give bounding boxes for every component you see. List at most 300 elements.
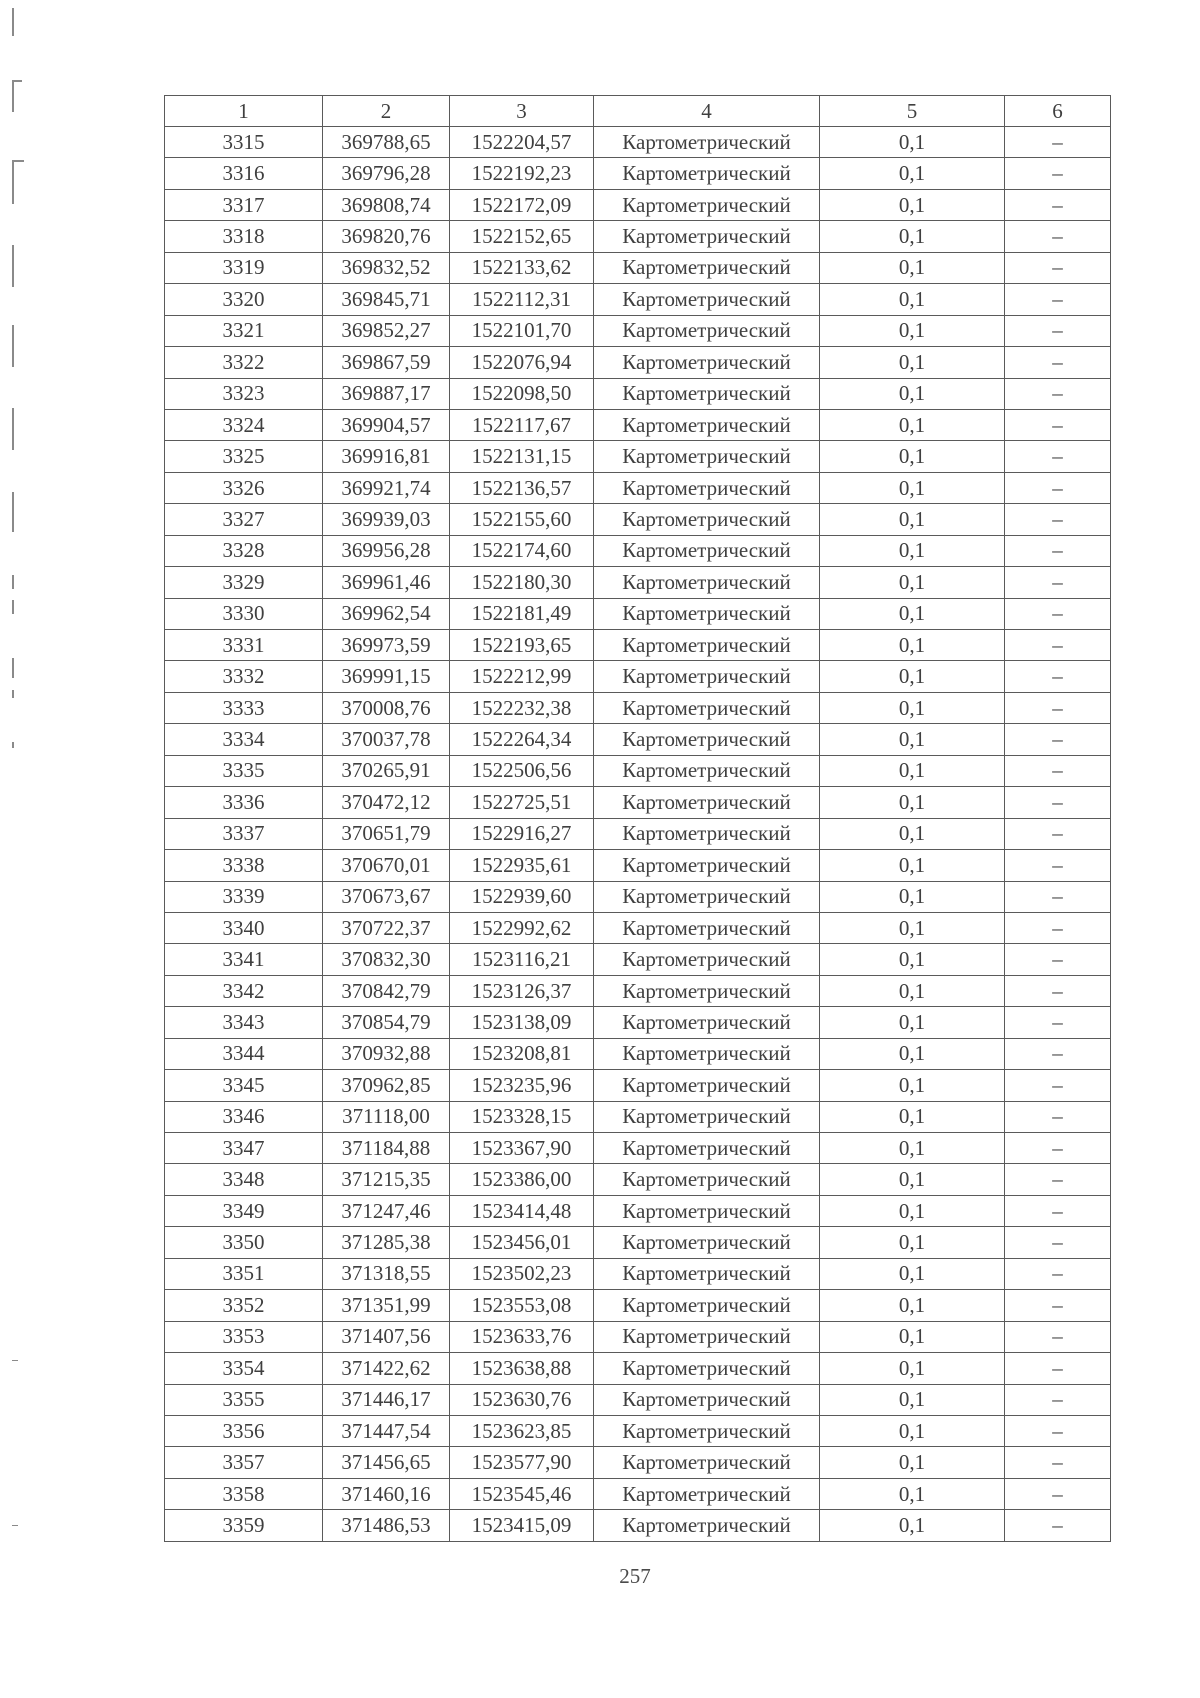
description-cell: – [1005,221,1111,252]
description-cell: – [1005,1227,1111,1258]
description-cell: – [1005,1101,1111,1132]
y-coordinate-cell: 1522117,67 [450,409,594,440]
accuracy-cell: 0,1 [820,535,1005,566]
point-number-cell: 3316 [165,158,323,189]
method-cell: Картометрический [594,1164,820,1195]
method-cell: Картометрический [594,598,820,629]
accuracy-cell: 0,1 [820,315,1005,346]
accuracy-cell: 0,1 [820,975,1005,1006]
point-number-cell: 3339 [165,881,323,912]
accuracy-cell: 0,1 [820,1195,1005,1226]
table-row [165,692,1111,723]
accuracy-cell: 0,1 [820,850,1005,881]
description-cell: – [1005,1478,1111,1509]
x-coordinate-cell: 369904,57 [323,409,450,440]
y-coordinate-cell: 1523415,09 [450,1510,594,1541]
y-coordinate-cell: 1522174,60 [450,535,594,566]
table-row [165,1510,1111,1541]
table-row [165,472,1111,503]
point-number-cell: 3342 [165,975,323,1006]
accuracy-cell: 0,1 [820,567,1005,598]
point-number-cell: 3349 [165,1195,323,1226]
accuracy-cell: 0,1 [820,158,1005,189]
table-row [165,787,1111,818]
y-coordinate-cell: 1522506,56 [450,755,594,786]
method-cell: Картометрический [594,1415,820,1446]
table-row [165,1101,1111,1132]
scan-artifact [12,600,14,614]
x-coordinate-cell: 369808,74 [323,189,450,220]
y-coordinate-cell: 1522155,60 [450,504,594,535]
table-row [165,1447,1111,1478]
accuracy-cell: 0,1 [820,787,1005,818]
point-number-cell: 3359 [165,1510,323,1541]
description-cell: – [1005,409,1111,440]
method-cell: Картометрический [594,1195,820,1226]
table-row [165,818,1111,849]
method-cell: Картометрический [594,850,820,881]
x-coordinate-cell: 370651,79 [323,818,450,849]
point-number-cell: 3325 [165,441,323,472]
method-cell: Картометрический [594,692,820,723]
accuracy-cell: 0,1 [820,409,1005,440]
y-coordinate-cell: 1523577,90 [450,1447,594,1478]
method-cell: Картометрический [594,1384,820,1415]
x-coordinate-cell: 371460,16 [323,1478,450,1509]
x-coordinate-cell: 371285,38 [323,1227,450,1258]
table-row [165,315,1111,346]
point-number-cell: 3345 [165,1070,323,1101]
method-cell: Картометрический [594,221,820,252]
x-coordinate-cell: 369867,59 [323,347,450,378]
table-row [165,1070,1111,1101]
table-row [165,850,1111,881]
method-cell: Картометрический [594,1227,820,1258]
point-number-cell: 3344 [165,1038,323,1069]
table-row [165,1353,1111,1384]
y-coordinate-cell: 1523138,09 [450,1007,594,1038]
method-cell: Картометрический [594,818,820,849]
x-coordinate-cell: 370265,91 [323,755,450,786]
y-coordinate-cell: 1522939,60 [450,881,594,912]
x-coordinate-cell: 371215,35 [323,1164,450,1195]
method-cell: Картометрический [594,1133,820,1164]
table-row [165,1478,1111,1509]
y-coordinate-cell: 1522131,15 [450,441,594,472]
y-coordinate-cell: 1522076,94 [450,347,594,378]
x-coordinate-cell: 370472,12 [323,787,450,818]
x-coordinate-cell: 370673,67 [323,881,450,912]
description-cell: – [1005,472,1111,503]
y-coordinate-cell: 1522916,27 [450,818,594,849]
description-cell: – [1005,1415,1111,1446]
accuracy-cell: 0,1 [820,1038,1005,1069]
scan-artifact [12,492,14,532]
method-cell: Картометрический [594,1478,820,1509]
y-coordinate-cell: 1522193,65 [450,630,594,661]
x-coordinate-cell: 369962,54 [323,598,450,629]
accuracy-cell: 0,1 [820,692,1005,723]
table-row [165,441,1111,472]
scan-artifact [12,325,14,367]
method-cell: Картометрический [594,567,820,598]
point-number-cell: 3331 [165,630,323,661]
scan-artifact [12,80,14,112]
x-coordinate-cell: 371456,65 [323,1447,450,1478]
accuracy-cell: 0,1 [820,881,1005,912]
accuracy-cell: 0,1 [820,504,1005,535]
table-row [165,567,1111,598]
table-row [165,630,1111,661]
description-cell: – [1005,724,1111,755]
description-cell: – [1005,1384,1111,1415]
description-cell: – [1005,1447,1111,1478]
accuracy-cell: 0,1 [820,630,1005,661]
y-coordinate-cell: 1522172,09 [450,189,594,220]
method-cell: Картометрический [594,504,820,535]
y-coordinate-cell: 1522098,50 [450,378,594,409]
table-header-row [165,96,1111,127]
y-coordinate-cell: 1523553,08 [450,1290,594,1321]
x-coordinate-cell: 371118,00 [323,1101,450,1132]
method-cell: Картометрический [594,472,820,503]
column-header: 6 [1005,96,1111,127]
x-coordinate-cell: 370670,01 [323,850,450,881]
y-coordinate-cell: 1522935,61 [450,850,594,881]
x-coordinate-cell: 370008,76 [323,692,450,723]
y-coordinate-cell: 1522181,49 [450,598,594,629]
accuracy-cell: 0,1 [820,1510,1005,1541]
point-number-cell: 3352 [165,1290,323,1321]
point-number-cell: 3354 [165,1353,323,1384]
description-cell: – [1005,252,1111,283]
x-coordinate-cell: 369973,59 [323,630,450,661]
method-cell: Картометрический [594,787,820,818]
x-coordinate-cell: 370962,85 [323,1070,450,1101]
y-coordinate-cell: 1523126,37 [450,975,594,1006]
point-number-cell: 3317 [165,189,323,220]
accuracy-cell: 0,1 [820,818,1005,849]
description-cell: – [1005,818,1111,849]
x-coordinate-cell: 370854,79 [323,1007,450,1038]
scan-artifact [12,658,14,678]
x-coordinate-cell: 371446,17 [323,1384,450,1415]
description-cell: – [1005,975,1111,1006]
accuracy-cell: 0,1 [820,127,1005,158]
x-coordinate-cell: 369991,15 [323,661,450,692]
description-cell: – [1005,567,1111,598]
accuracy-cell: 0,1 [820,1133,1005,1164]
table-row [165,944,1111,975]
method-cell: Картометрический [594,661,820,692]
description-cell: – [1005,347,1111,378]
scan-artifact [12,742,14,748]
point-number-cell: 3315 [165,127,323,158]
point-number-cell: 3356 [165,1415,323,1446]
table-row [165,535,1111,566]
description-cell: – [1005,1164,1111,1195]
description-cell: – [1005,189,1111,220]
x-coordinate-cell: 370842,79 [323,975,450,1006]
y-coordinate-cell: 1522204,57 [450,127,594,158]
accuracy-cell: 0,1 [820,1070,1005,1101]
method-cell: Картометрический [594,1510,820,1541]
table-row [165,127,1111,158]
description-cell: – [1005,315,1111,346]
point-number-cell: 3320 [165,284,323,315]
x-coordinate-cell: 371351,99 [323,1290,450,1321]
table-row [165,189,1111,220]
description-cell: – [1005,1038,1111,1069]
method-cell: Картометрический [594,441,820,472]
y-coordinate-cell: 1522212,99 [450,661,594,692]
y-coordinate-cell: 1522992,62 [450,912,594,943]
scan-artifact [12,160,24,162]
table-row [165,1258,1111,1289]
accuracy-cell: 0,1 [820,441,1005,472]
description-cell: – [1005,787,1111,818]
point-number-cell: 3346 [165,1101,323,1132]
x-coordinate-cell: 369852,27 [323,315,450,346]
point-number-cell: 3334 [165,724,323,755]
y-coordinate-cell: 1522192,23 [450,158,594,189]
scan-artifact [12,1525,18,1526]
description-cell: – [1005,284,1111,315]
method-cell: Картометрический [594,1070,820,1101]
description-cell: – [1005,1195,1111,1226]
accuracy-cell: 0,1 [820,661,1005,692]
x-coordinate-cell: 370832,30 [323,944,450,975]
point-number-cell: 3319 [165,252,323,283]
description-cell: – [1005,1510,1111,1541]
point-number-cell: 3338 [165,850,323,881]
x-coordinate-cell: 371247,46 [323,1195,450,1226]
description-cell: – [1005,1321,1111,1352]
accuracy-cell: 0,1 [820,1007,1005,1038]
table-row [165,284,1111,315]
table-row [165,1290,1111,1321]
accuracy-cell: 0,1 [820,1258,1005,1289]
method-cell: Картометрический [594,1290,820,1321]
coordinates-table [164,95,1111,1542]
scan-artifact [12,245,14,287]
point-number-cell: 3318 [165,221,323,252]
description-cell: – [1005,944,1111,975]
y-coordinate-cell: 1522133,62 [450,252,594,283]
y-coordinate-cell: 1522101,70 [450,315,594,346]
description-cell: – [1005,630,1111,661]
description-cell: – [1005,535,1111,566]
y-coordinate-cell: 1523386,00 [450,1164,594,1195]
point-number-cell: 3333 [165,692,323,723]
description-cell: – [1005,127,1111,158]
point-number-cell: 3358 [165,1478,323,1509]
x-coordinate-cell: 369939,03 [323,504,450,535]
description-cell: – [1005,661,1111,692]
point-number-cell: 3326 [165,472,323,503]
method-cell: Картометрический [594,127,820,158]
y-coordinate-cell: 1523545,46 [450,1478,594,1509]
point-number-cell: 3321 [165,315,323,346]
table-row [165,1227,1111,1258]
accuracy-cell: 0,1 [820,912,1005,943]
x-coordinate-cell: 369916,81 [323,441,450,472]
description-cell: – [1005,912,1111,943]
table-row [165,975,1111,1006]
x-coordinate-cell: 369961,46 [323,567,450,598]
table-row [165,724,1111,755]
column-header: 3 [450,96,594,127]
method-cell: Картометрический [594,252,820,283]
accuracy-cell: 0,1 [820,1321,1005,1352]
x-coordinate-cell: 371486,53 [323,1510,450,1541]
accuracy-cell: 0,1 [820,252,1005,283]
point-number-cell: 3357 [165,1447,323,1478]
table-row [165,221,1111,252]
accuracy-cell: 0,1 [820,598,1005,629]
table-row [165,158,1111,189]
point-number-cell: 3329 [165,567,323,598]
description-cell: – [1005,1007,1111,1038]
accuracy-cell: 0,1 [820,1415,1005,1446]
x-coordinate-cell: 370932,88 [323,1038,450,1069]
description-cell: – [1005,755,1111,786]
description-cell: – [1005,598,1111,629]
x-coordinate-cell: 371407,56 [323,1321,450,1352]
y-coordinate-cell: 1523414,48 [450,1195,594,1226]
accuracy-cell: 0,1 [820,944,1005,975]
accuracy-cell: 0,1 [820,724,1005,755]
scan-artifact [12,160,14,204]
description-cell: – [1005,378,1111,409]
scan-artifact [12,575,14,589]
accuracy-cell: 0,1 [820,472,1005,503]
y-coordinate-cell: 1522180,30 [450,567,594,598]
table-row [165,881,1111,912]
description-cell: – [1005,881,1111,912]
x-coordinate-cell: 371184,88 [323,1133,450,1164]
method-cell: Картометрический [594,409,820,440]
point-number-cell: 3348 [165,1164,323,1195]
x-coordinate-cell: 369788,65 [323,127,450,158]
description-cell: – [1005,692,1111,723]
description-cell: – [1005,1070,1111,1101]
method-cell: Картометрический [594,284,820,315]
column-header: 4 [594,96,820,127]
point-number-cell: 3322 [165,347,323,378]
scan-artifact [12,80,22,82]
y-coordinate-cell: 1523456,01 [450,1227,594,1258]
x-coordinate-cell: 370722,37 [323,912,450,943]
y-coordinate-cell: 1522725,51 [450,787,594,818]
accuracy-cell: 0,1 [820,1164,1005,1195]
table-row [165,1415,1111,1446]
x-coordinate-cell: 369832,52 [323,252,450,283]
point-number-cell: 3353 [165,1321,323,1352]
method-cell: Картометрический [594,347,820,378]
accuracy-cell: 0,1 [820,1101,1005,1132]
method-cell: Картометрический [594,1038,820,1069]
x-coordinate-cell: 370037,78 [323,724,450,755]
table-row [165,504,1111,535]
table-row [165,347,1111,378]
description-cell: – [1005,850,1111,881]
description-cell: – [1005,1290,1111,1321]
accuracy-cell: 0,1 [820,347,1005,378]
method-cell: Картометрический [594,912,820,943]
description-cell: – [1005,441,1111,472]
y-coordinate-cell: 1523623,85 [450,1415,594,1446]
table-row [165,1384,1111,1415]
x-coordinate-cell: 369820,76 [323,221,450,252]
accuracy-cell: 0,1 [820,1227,1005,1258]
point-number-cell: 3340 [165,912,323,943]
method-cell: Картометрический [594,1258,820,1289]
table-body [165,127,1111,1542]
method-cell: Картометрический [594,1321,820,1352]
method-cell: Картометрический [594,1101,820,1132]
y-coordinate-cell: 1523630,76 [450,1384,594,1415]
accuracy-cell: 0,1 [820,755,1005,786]
method-cell: Картометрический [594,158,820,189]
point-number-cell: 3330 [165,598,323,629]
point-number-cell: 3324 [165,409,323,440]
table-row [165,1133,1111,1164]
accuracy-cell: 0,1 [820,221,1005,252]
method-cell: Картометрический [594,724,820,755]
scan-artifact [12,1360,18,1361]
y-coordinate-cell: 1522112,31 [450,284,594,315]
accuracy-cell: 0,1 [820,189,1005,220]
accuracy-cell: 0,1 [820,284,1005,315]
point-number-cell: 3343 [165,1007,323,1038]
point-number-cell: 3332 [165,661,323,692]
x-coordinate-cell: 371318,55 [323,1258,450,1289]
y-coordinate-cell: 1522136,57 [450,472,594,503]
y-coordinate-cell: 1523116,21 [450,944,594,975]
x-coordinate-cell: 369956,28 [323,535,450,566]
accuracy-cell: 0,1 [820,1290,1005,1321]
y-coordinate-cell: 1523502,23 [450,1258,594,1289]
y-coordinate-cell: 1522152,65 [450,221,594,252]
method-cell: Картометрический [594,189,820,220]
table-row [165,912,1111,943]
method-cell: Картометрический [594,1353,820,1384]
description-cell: – [1005,158,1111,189]
method-cell: Картометрический [594,535,820,566]
table-row [165,1007,1111,1038]
method-cell: Картометрический [594,1447,820,1478]
method-cell: Картометрический [594,378,820,409]
y-coordinate-cell: 1523208,81 [450,1038,594,1069]
scan-artifact [12,408,14,450]
y-coordinate-cell: 1523638,88 [450,1353,594,1384]
column-header: 1 [165,96,323,127]
accuracy-cell: 0,1 [820,1353,1005,1384]
point-number-cell: 3355 [165,1384,323,1415]
table-row [165,1164,1111,1195]
table-row [165,755,1111,786]
description-cell: – [1005,1258,1111,1289]
table-row [165,252,1111,283]
x-coordinate-cell: 371422,62 [323,1353,450,1384]
table-row [165,409,1111,440]
method-cell: Картометрический [594,1007,820,1038]
page-number: 257 [619,1564,651,1588]
y-coordinate-cell: 1522232,38 [450,692,594,723]
column-header: 5 [820,96,1005,127]
description-cell: – [1005,1133,1111,1164]
